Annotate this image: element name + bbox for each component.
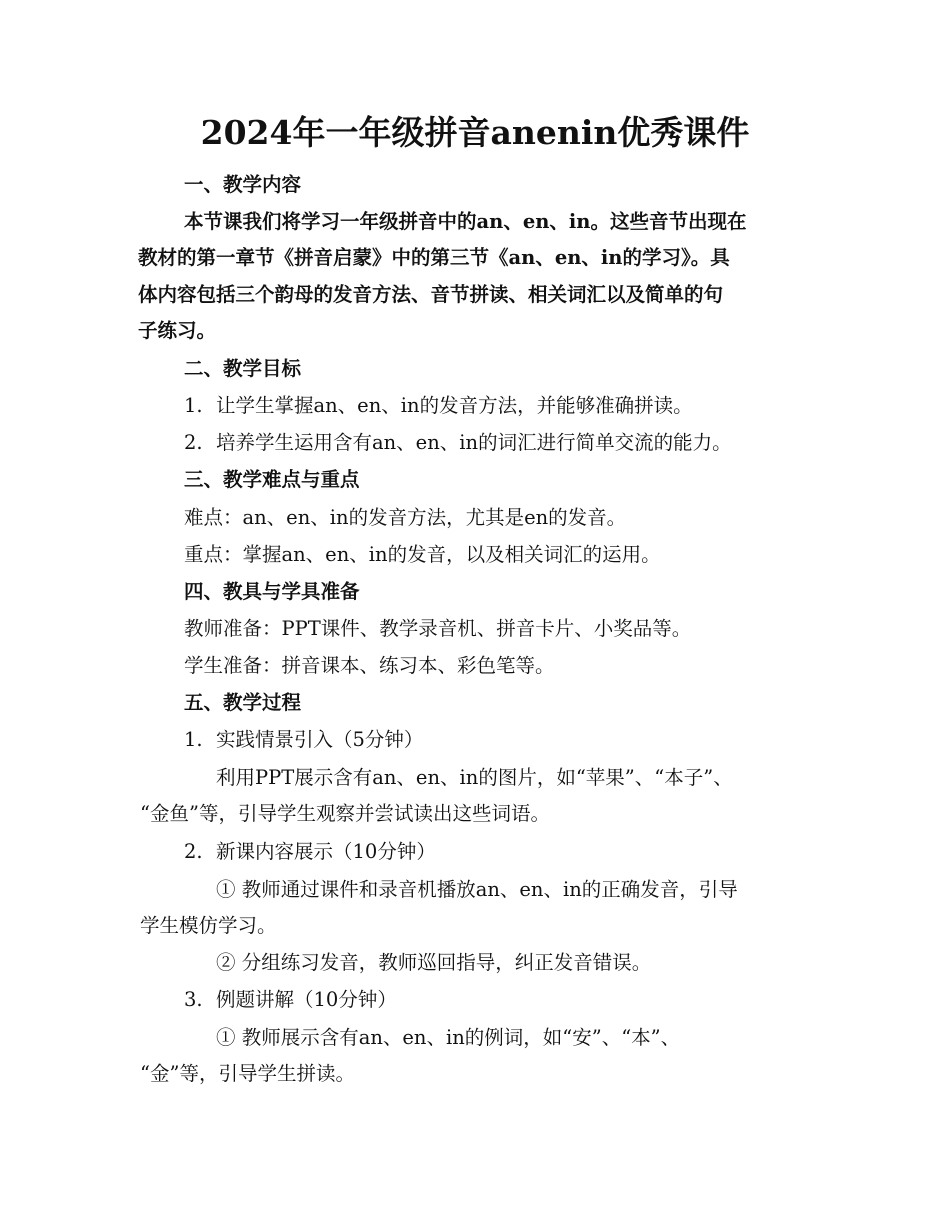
step-paragraph-line: 学生模仿学习。 <box>140 914 277 937</box>
content-paragraph-line: 体内容包括三个韵母的发音方法、音节拼读、相关词汇以及简单的句 <box>138 283 724 306</box>
content-paragraph-line: 本节课我们将学习一年级拼音中的an、en、in。这些音节出现在 <box>184 210 747 233</box>
step-number: 2. <box>184 840 203 863</box>
step-label: 新课内容展示（10分钟） <box>216 840 436 863</box>
goal-text: 让学生掌握an、en、in的发音方法，并能够准确拼读。 <box>216 394 693 417</box>
goal-item <box>184 391 693 421</box>
step-number: 3. <box>184 988 203 1011</box>
student-materials-line: 学生准备：拼音课本、练习本、彩色笔等。 <box>184 654 555 677</box>
section-heading-materials: 四、教具与学具准备 <box>184 580 360 603</box>
section-heading-goals: 二、教学目标 <box>184 357 302 380</box>
section-heading-difficulty: 三、教学难点与重点 <box>184 468 360 491</box>
difficulty-line: 难点：an、en、in的发音方法，尤其是en的发音。 <box>184 506 627 529</box>
process-step <box>184 837 436 867</box>
goal-item <box>184 428 732 458</box>
step-paragraph-line: ① 教师展示含有an、en、in的例词，如“安”、“本”、 <box>216 1026 681 1049</box>
goal-number: 2. <box>184 431 203 454</box>
step-paragraph-line: ① 教师通过课件和录音机播放an、en、in的正确发音，引导 <box>216 878 738 901</box>
goal-number: 1. <box>184 394 203 417</box>
step-number: 1. <box>184 728 203 751</box>
content-paragraph-line: 子练习。 <box>138 319 217 342</box>
section-heading-process: 五、教学过程 <box>184 691 302 714</box>
process-step <box>184 725 423 755</box>
document-title: 2024年一年级拼音anenin优秀课件 <box>200 113 750 152</box>
step-label: 例题讲解（10分钟） <box>216 988 397 1011</box>
section-heading-content: 一、教学内容 <box>184 173 302 196</box>
key-point-line: 重点：掌握an、en、in的发音，以及相关词汇的运用。 <box>184 543 661 566</box>
step-paragraph-line: ② 分组练习发音，教师巡回指导，纠正发音错误。 <box>216 951 652 974</box>
content-paragraph-line: 教材的第一章节《拼音启蒙》中的第三节《an、en、in的学习》。具 <box>138 246 730 269</box>
step-label: 实践情景引入（5分钟） <box>216 728 424 751</box>
step-paragraph-line: “金”等，引导学生拼读。 <box>140 1062 355 1085</box>
teacher-materials-line: 教师准备：PPT课件、教学录音机、拼音卡片、小奖品等。 <box>184 617 692 640</box>
step-paragraph-line: 利用PPT展示含有an、en、in的图片，如“苹果”、“本子”、 <box>216 766 733 789</box>
goal-text: 培养学生运用含有an、en、in的词汇进行简单交流的能力。 <box>216 431 732 454</box>
step-paragraph-line: “金鱼”等，引导学生观察并尝试读出这些词语。 <box>140 802 550 825</box>
process-step <box>184 985 397 1015</box>
